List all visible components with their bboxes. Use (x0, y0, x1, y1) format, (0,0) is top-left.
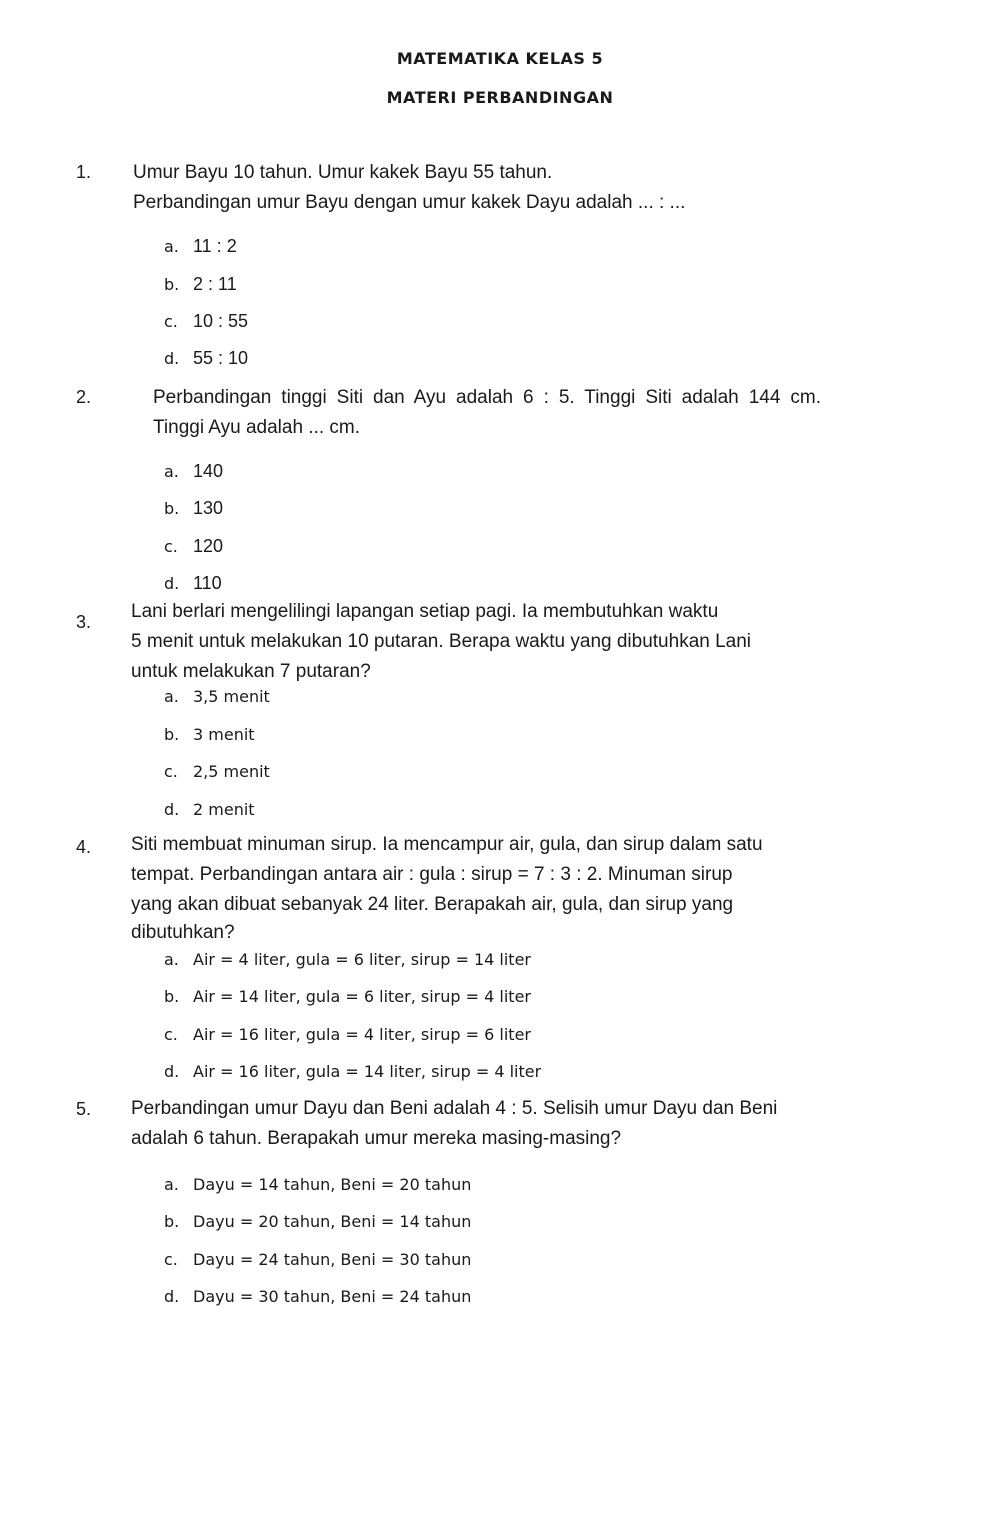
question-number: 2. (76, 387, 92, 407)
option-text: Air = 16 liter, gula = 4 liter, sirup = 6 liter (193, 1025, 531, 1044)
option-letter: d. (164, 574, 180, 593)
option-text: Air = 16 liter, gula = 14 liter, sirup = 4 liter (193, 1062, 542, 1081)
question-text: Tinggi Ayu adalah ... cm. (153, 417, 361, 438)
option-text: 11 : 2 (193, 236, 237, 256)
option-letter: c. (164, 1250, 178, 1269)
option-text: 140 (193, 461, 224, 481)
option-text: 130 (193, 498, 224, 518)
option-letter: c. (164, 1025, 178, 1044)
option-text: Dayu = 24 tahun, Beni = 30 tahun (193, 1250, 472, 1269)
option-text: 3 menit (193, 725, 255, 744)
question-text: yang akan dibuat sebanyak 24 liter. Berapakah air, gula, dan sirup yang (131, 894, 734, 915)
question-text: Umur Bayu 10 tahun. Umur kakek Bayu 55 tahun. (133, 162, 553, 183)
option-letter: a. (164, 462, 179, 481)
option-text: 3,5 menit (193, 687, 270, 706)
option-letter: d. (164, 1287, 180, 1306)
question-number: 5. (76, 1099, 92, 1119)
option-letter: c. (164, 762, 178, 781)
option-text: Air = 4 liter, gula = 6 liter, sirup = 14 liter (193, 950, 531, 969)
question-number: 3. (76, 612, 92, 632)
option-letter: b. (164, 1212, 180, 1231)
option-letter: b. (164, 499, 180, 518)
question-text: Perbandingan umur Bayu dengan umur kakek Dayu adalah ... : ... (133, 192, 686, 213)
option-letter: a. (164, 1175, 179, 1194)
question-number: 1. (76, 162, 92, 182)
option-text: 2,5 menit (193, 762, 270, 781)
question-text: 5 menit untuk melakukan 10 putaran. Berapa waktu yang dibutuhkan Lani (131, 631, 752, 652)
option-text: 2 : 11 (193, 274, 237, 294)
option-letter: a. (164, 950, 179, 969)
question-text: untuk melakukan 7 putaran? (131, 661, 371, 682)
question-text: Perbandingan tinggi Siti dan Ayu adalah 6 : 5. Tinggi Siti adalah 144 cm. (153, 387, 821, 408)
question-text: Siti membuat minuman sirup. Ia mencampur air, gula, dan sirup dalam satu (131, 834, 763, 855)
option-text: Dayu = 14 tahun, Beni = 20 tahun (193, 1175, 472, 1194)
option-letter: b. (164, 987, 180, 1006)
option-text: 2 menit (193, 800, 255, 819)
option-letter: b. (164, 725, 180, 744)
question-text: tempat. Perbandingan antara air : gula : sirup = 7 : 3 : 2. Minuman sirup (131, 864, 733, 885)
option-text: 110 (193, 573, 222, 593)
option-text: 55 : 10 (193, 348, 249, 368)
question-text: Lani berlari mengelilingi lapangan setiap pagi. Ia membutuhkan waktu (131, 601, 719, 622)
option-text: Dayu = 30 tahun, Beni = 24 tahun (193, 1287, 472, 1306)
option-letter: a. (164, 237, 179, 256)
question-number: 4. (76, 837, 92, 857)
option-text: 120 (193, 536, 224, 556)
option-text: 10 : 55 (193, 311, 249, 331)
option-letter: d. (164, 349, 180, 368)
option-letter: d. (164, 1062, 180, 1081)
question-text: adalah 6 tahun. Berapakah umur mereka masing-masing? (131, 1128, 622, 1149)
question-text: dibutuhkan? (131, 922, 235, 943)
option-letter: c. (164, 537, 178, 556)
worksheet-subtitle: MATERI PERBANDINGAN (386, 88, 614, 107)
option-letter: d. (164, 800, 180, 819)
option-letter: c. (164, 312, 178, 331)
question-text: Perbandingan umur Dayu dan Beni adalah 4 : 5. Selisih umur Dayu dan Beni (131, 1098, 778, 1119)
option-text: Dayu = 20 tahun, Beni = 14 tahun (193, 1212, 472, 1231)
worksheet-title: MATEMATIKA KELAS 5 (396, 49, 604, 68)
option-text: Air = 14 liter, gula = 6 liter, sirup = 4 liter (193, 987, 531, 1006)
option-letter: b. (164, 275, 180, 294)
option-letter: a. (164, 687, 179, 706)
